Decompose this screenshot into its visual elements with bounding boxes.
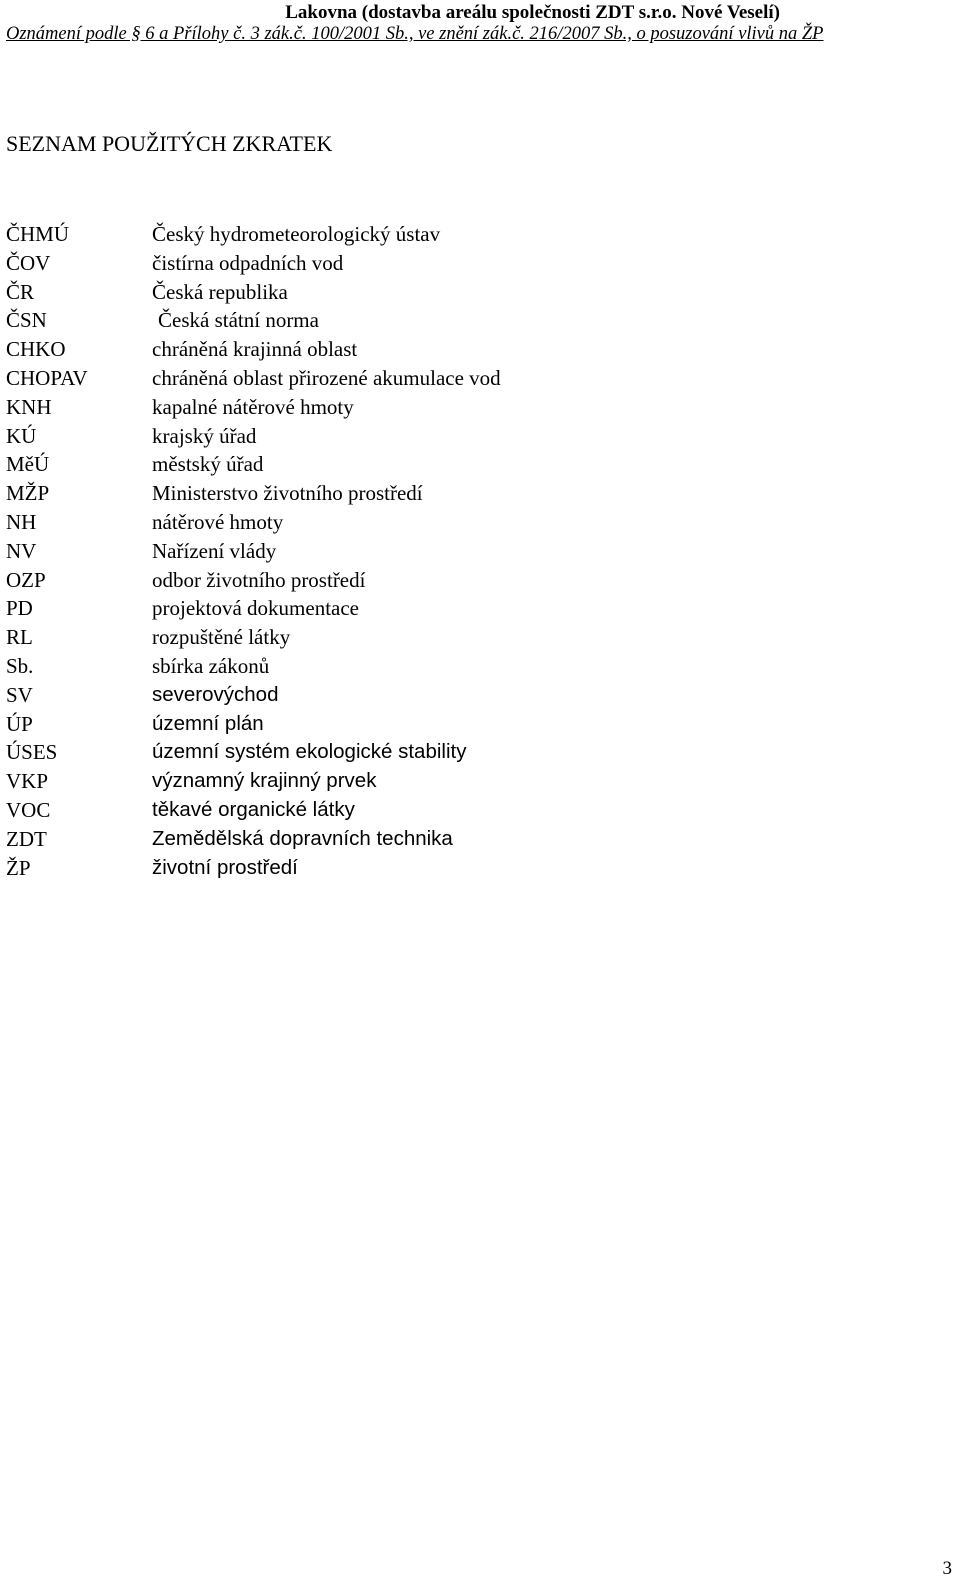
abbreviation-meaning: chráněná krajinná oblast <box>152 337 358 362</box>
list-item <box>6 278 906 307</box>
abbreviation-meaning: nátěrové hmoty <box>152 509 284 534</box>
list-item <box>6 566 906 595</box>
document-subtitle: Oznámení podle § 6 a Přílohy č. 3 zák.č. 100/2001 Sb., ve znění zák.č. 216/2007 Sb., o posuzování vlivů na ŽP <box>6 24 824 44</box>
abbreviation-meaning: městský úřad <box>152 452 264 477</box>
list-item <box>6 220 906 249</box>
abbreviation: VKP <box>6 769 49 794</box>
abbreviation: ČSN <box>6 308 47 333</box>
abbreviation-meaning: sbírka zákonů <box>152 653 270 678</box>
list-item <box>6 825 906 854</box>
page-number: 3 <box>942 1558 952 1579</box>
abbreviation-meaning: odbor životního prostředí <box>152 567 366 592</box>
abbreviation-meaning: Česká republika <box>152 279 288 304</box>
abbreviation-meaning: významný krajinný prvek <box>152 769 377 793</box>
abbreviation: KÚ <box>6 423 37 448</box>
abbreviation-meaning: Nařízení vlády <box>152 538 277 563</box>
abbreviation: ČOV <box>6 250 51 275</box>
abbreviation-meaning: územní plán <box>152 711 264 735</box>
list-item <box>6 508 906 537</box>
list-item <box>6 738 906 767</box>
abbreviation: PD <box>6 596 33 621</box>
abbreviation: MěÚ <box>6 452 50 477</box>
abbreviation: Sb. <box>6 653 34 678</box>
list-item <box>6 422 906 451</box>
abbreviation: OZP <box>6 567 46 592</box>
abbreviation-meaning: Česká státní norma <box>158 308 319 333</box>
abbreviation: ÚSES <box>6 740 58 765</box>
abbreviation-meaning: projektová dokumentace <box>152 596 360 621</box>
abbreviation-list <box>6 220 906 882</box>
list-item <box>6 335 906 364</box>
list-item <box>6 767 906 796</box>
list-item <box>6 364 906 393</box>
document-title: Lakovna (dostavba areálu společnosti ZDT s.r.o. Nové Veselí) <box>285 2 780 23</box>
list-item <box>6 479 906 508</box>
abbreviation-meaning: těkavé organické látky <box>152 797 355 821</box>
abbreviation: CHOPAV <box>6 365 88 390</box>
abbreviation: ČHMÚ <box>6 222 70 246</box>
abbreviation: ŽP <box>6 855 31 880</box>
abbreviation-meaning: chráněná oblast přirozené akumulace vod <box>152 365 501 390</box>
abbreviation: VOC <box>6 797 51 822</box>
list-item <box>6 249 906 278</box>
abbreviation: NV <box>6 538 37 563</box>
abbreviation-meaning: Ministerstvo životního prostředí <box>152 481 423 506</box>
abbreviation: RL <box>6 625 33 650</box>
list-item <box>6 450 906 479</box>
section-title: SEZNAM POUŽITÝCH ZKRATEK <box>6 131 333 156</box>
abbreviation: ÚP <box>6 711 33 736</box>
list-item <box>6 652 906 681</box>
abbreviation: ČR <box>6 279 35 304</box>
list-item <box>6 537 906 566</box>
list-item <box>6 306 906 335</box>
list-item <box>6 796 906 825</box>
abbreviation-meaning: kapalné nátěrové hmoty <box>152 394 354 419</box>
list-item <box>6 623 906 652</box>
list-item <box>6 710 906 739</box>
list-item <box>6 854 906 883</box>
abbreviation-meaning: severovýchod <box>152 682 279 706</box>
abbreviation-meaning: krajský úřad <box>152 423 257 448</box>
abbreviation-meaning: Zemědělská dopravních technika <box>152 826 453 850</box>
abbreviation-meaning: Český hydrometeorologický ústav <box>152 222 441 246</box>
abbreviation: ZDT <box>6 826 47 851</box>
list-item <box>6 393 906 422</box>
abbreviation: SV <box>6 682 33 707</box>
abbreviation-meaning: čistírna odpadních vod <box>152 250 344 275</box>
abbreviation-meaning: územní systém ekologické stability <box>152 740 467 764</box>
abbreviation: NH <box>6 509 37 534</box>
abbreviation: CHKO <box>6 337 66 362</box>
abbreviation: KNH <box>6 394 52 419</box>
abbreviation-meaning: rozpuštěné látky <box>152 625 291 650</box>
abbreviation-meaning: životní prostředí <box>152 855 298 879</box>
list-item <box>6 681 906 710</box>
list-item <box>6 594 906 623</box>
abbreviation: MŽP <box>6 481 50 506</box>
